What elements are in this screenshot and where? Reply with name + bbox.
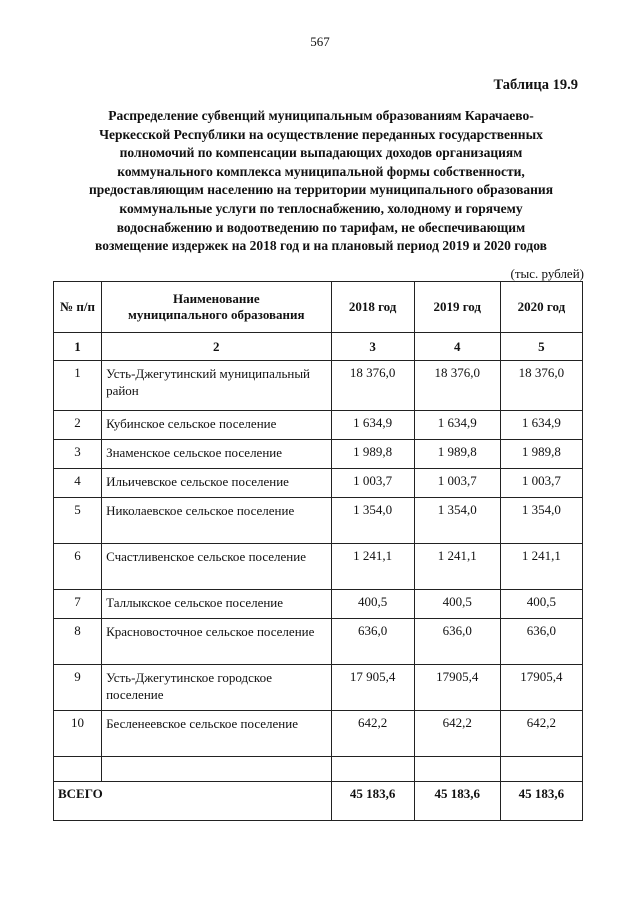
table-row xyxy=(54,469,583,498)
value-2018: 636,0 xyxy=(331,619,414,665)
empty-cell xyxy=(54,757,102,782)
title-line: Черкесской Республики на осуществление переданных государственных xyxy=(99,126,543,142)
total-2020: 45 183,6 xyxy=(500,782,582,821)
row-number: 7 xyxy=(54,590,102,619)
row-number: 4 xyxy=(54,469,102,498)
column-index: 4 xyxy=(414,333,500,361)
total-label: ВСЕГО xyxy=(54,782,332,821)
value-2018: 17 905,4 xyxy=(331,665,414,711)
column-index: 3 xyxy=(331,333,414,361)
empty-cell xyxy=(500,757,582,782)
header-name xyxy=(102,282,331,333)
value-2020: 18 376,0 xyxy=(500,361,582,411)
row-number: 9 xyxy=(54,665,102,711)
title-line: коммунальные услуги по теплоснабжению, холодному и горячему xyxy=(119,200,523,216)
value-2020: 1 241,1 xyxy=(500,544,582,590)
value-2018: 18 376,0 xyxy=(331,361,414,411)
value-2018: 642,2 xyxy=(331,711,414,757)
empty-cell xyxy=(331,757,414,782)
row-number: 2 xyxy=(54,411,102,440)
table-row xyxy=(54,590,583,619)
title-line: возмещение издержек на 2018 год и на плановый период 2019 и 2020 годов xyxy=(95,238,547,254)
total-2019: 45 183,6 xyxy=(414,782,500,821)
subsidy-table xyxy=(53,281,583,821)
value-2019: 636,0 xyxy=(414,619,500,665)
table-header-row xyxy=(54,282,583,333)
value-2019: 642,2 xyxy=(414,711,500,757)
value-2019: 1 989,8 xyxy=(414,440,500,469)
value-2020: 1 634,9 xyxy=(500,411,582,440)
column-index-row xyxy=(54,333,583,361)
municipality-name: Усть-Джегутинское городское поселение xyxy=(102,665,331,711)
title-line: водоснабжению и водоотведению по тарифам, не обеспечивающим xyxy=(116,219,526,235)
value-2018: 1 989,8 xyxy=(331,440,414,469)
municipality-name: Кубинское сельское поселение xyxy=(102,411,331,440)
municipality-name: Усть-Джегутинский муниципальный район xyxy=(102,361,331,411)
table-label: Таблица 19.9 xyxy=(493,77,578,93)
total-2018: 45 183,6 xyxy=(331,782,414,821)
header-2020: 2020 год xyxy=(500,282,582,333)
table-row xyxy=(54,711,583,757)
title-line: коммунального комплекса муниципальной формы собственности, xyxy=(117,163,525,179)
municipality-name: Ильичевское сельское поселение xyxy=(102,469,331,498)
title-line: полномочий по компенсации выпадающих доходов организациям xyxy=(119,145,523,161)
title-line: предоставляющим населению на территории муниципального образования xyxy=(88,182,553,198)
row-number: 1 xyxy=(54,361,102,411)
value-2020: 400,5 xyxy=(500,590,582,619)
column-index: 2 xyxy=(102,333,331,361)
empty-cell xyxy=(102,757,331,782)
value-2019: 17905,4 xyxy=(414,665,500,711)
table-row xyxy=(54,411,583,440)
empty-cell xyxy=(414,757,500,782)
page-number: 567 xyxy=(310,34,330,49)
header-name-line2: муниципального образования xyxy=(128,307,305,322)
header-2019: 2019 год xyxy=(414,282,500,333)
table-row xyxy=(54,544,583,590)
value-2020: 1 003,7 xyxy=(500,469,582,498)
document-title xyxy=(56,107,586,256)
value-2018: 1 003,7 xyxy=(331,469,414,498)
value-2018: 1 241,1 xyxy=(331,544,414,590)
value-2018: 400,5 xyxy=(331,590,414,619)
value-2019: 1 241,1 xyxy=(414,544,500,590)
value-2020: 17905,4 xyxy=(500,665,582,711)
value-2018: 1 634,9 xyxy=(331,411,414,440)
row-number: 8 xyxy=(54,619,102,665)
municipality-name: Счастливенское сельское поселение xyxy=(102,544,331,590)
row-number: 6 xyxy=(54,544,102,590)
value-2020: 1 354,0 xyxy=(500,498,582,544)
value-2019: 1 634,9 xyxy=(414,411,500,440)
value-2019: 400,5 xyxy=(414,590,500,619)
header-2018: 2018 год xyxy=(331,282,414,333)
total-row xyxy=(54,782,583,821)
row-number: 10 xyxy=(54,711,102,757)
header-number: № п/п xyxy=(54,282,102,333)
row-number: 3 xyxy=(54,440,102,469)
table-row xyxy=(54,440,583,469)
value-2020: 642,2 xyxy=(500,711,582,757)
table-row xyxy=(54,619,583,665)
municipality-name: Красновосточное сельское поселение xyxy=(102,619,331,665)
column-index: 1 xyxy=(54,333,102,361)
value-2020: 636,0 xyxy=(500,619,582,665)
value-2018: 1 354,0 xyxy=(331,498,414,544)
value-2019: 1 003,7 xyxy=(414,469,500,498)
table-row xyxy=(54,498,583,544)
column-index: 5 xyxy=(500,333,582,361)
empty-row xyxy=(54,757,583,782)
municipality-name: Знаменское сельское поселение xyxy=(102,440,331,469)
municipality-name: Николаевское сельское поселение xyxy=(102,498,331,544)
municipality-name: Бесленеевское сельское поселение xyxy=(102,711,331,757)
title-line: Распределение субвенций муниципальным образованиям Карачаево- xyxy=(108,108,534,123)
municipality-name: Таллыкское сельское поселение xyxy=(102,590,331,619)
value-2020: 1 989,8 xyxy=(500,440,582,469)
value-2019: 18 376,0 xyxy=(414,361,500,411)
value-2019: 1 354,0 xyxy=(414,498,500,544)
units-label: (тыс. рублей) xyxy=(510,266,584,281)
header-name-line1: Наименование xyxy=(172,291,260,306)
table-row xyxy=(54,665,583,711)
table-row xyxy=(54,361,583,411)
row-number: 5 xyxy=(54,498,102,544)
